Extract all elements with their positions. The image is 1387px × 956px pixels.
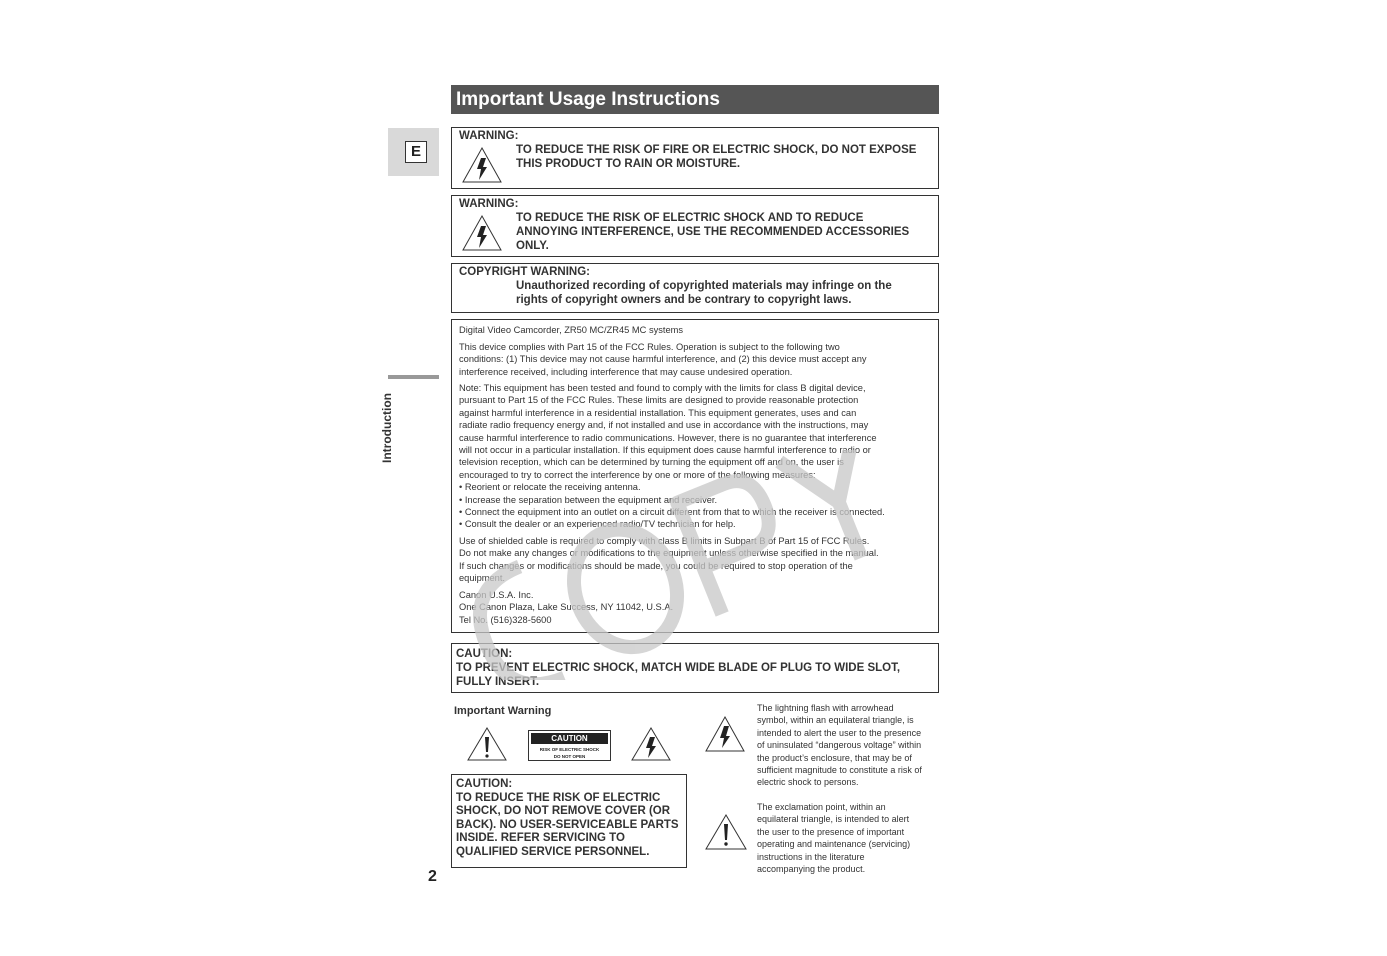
fcc-paragraph-1: This device complies with Part 15 of the FCC Rules. Operation is subject to the following two conditions: (1) This device may not cause harmful interference, and (2) this device must accept any interference received, including interference that may cause undesired operation. [459,342,867,377]
model-line: Digital Video Camcorder, ZR50 MC/ZR45 MC systems [459,325,684,335]
caution-plug-text: CAUTION: TO PREVENT ELECTRIC SHOCK, MATCH WIDE BLADE OF PLUG TO WIDE SLOT, FULLY INSERT. [456,648,901,688]
copyright-text: Unauthorized recording of copyrighted materials may infringe on the rights of copyright owners and be contrary to copyright laws. [516,280,892,306]
caution-label-line2: DO NOT OPEN [553,754,586,759]
warning-box-interference [451,195,939,257]
lightning-symbol-description: The lightning flash with arrowhead symbol, within an equilateral triangle, is intended to alert the user to the presence of uninsulated “dangerous voltage” within the product’s enclosure, that may be of sufficient magnitude to constitute a risk of electric shock to persons. [757,703,922,788]
caution-plug-box [451,643,939,693]
warning-heading: WARNING: [459,130,519,142]
lightning-triangle-icon [461,146,503,184]
copyright-heading: COPYRIGHT WARNING: [459,266,590,278]
warning-text: TO REDUCE THE RISK OF ELECTRIC SHOCK AND TO REDUCE ANNOYING INTERFERENCE, USE THE RECOMMENDED ACCESSORIES ONLY. [516,212,910,252]
section-divider [388,375,439,379]
fcc-statement-box [451,319,939,633]
caution-label-title: CAUTION [531,733,608,744]
page-title: Important Usage Instructions [451,85,939,114]
exclamation-triangle-icon [704,813,748,851]
section-label: Introduction [380,393,394,463]
language-code: E [405,141,427,163]
caution-cover-box [451,774,687,868]
exclamation-symbol-description: The exclamation point, within an equilateral triangle, is intended to alert the user to the presence of important operating and maintenance (servicing) instructions in the literature accompanying the product. [757,802,911,875]
lightning-triangle-icon [704,715,746,753]
caution-label-line1: RISK OF ELECTRIC SHOCK [539,747,600,752]
lightning-triangle-icon [630,726,672,762]
caution-cover-text: CAUTION: TO REDUCE THE RISK OF ELECTRIC SHOCK, DO NOT REMOVE COVER (OR BACK). NO USER-SERVICEABLE PARTS INSIDE. REFER SERVICING TO QUALIFIED SERVICE PERSONNEL. [456,778,679,858]
fcc-paragraph-2: Note: This equipment has been tested and found to comply with the limits for class B digital device, pursuant to Part 15 of the FCC Rules. These limits are designed to provide reasonable protection against harmful interference in a residential installation. This equipment generates, uses and can radiate radio frequency energy and, if not installed and use in accordance with the instructions, may cause harmful interference to radio communications. However, there is no guarantee that interference will not occur in a particular installation. If this equipment does cause harmful interference to radio or television reception, which can be determined by turning the equipment off and on, the user is encouraged to try to correct the interference by one or more of the following measures: • Reorient or relocate the receiving antenna. • Increase the separation between the equipment and receiver. • Connect the equipment into an outlet on a circuit different from that to which the receiver is connected. • Consult the dealer or an experienced radio/TV technician for help. [459,383,885,530]
warning-box-fire [451,127,939,189]
exclamation-triangle-icon [466,726,508,762]
warning-text: TO REDUCE THE RISK OF FIRE OR ELECTRIC SHOCK, DO NOT EXPOSE THIS PRODUCT TO RAIN OR MOISTURE. [516,144,917,170]
page-number: 2 [428,868,437,885]
fcc-paragraph-3: Use of shielded cable is required to comply with class B limits in Subpart B of Part 15 of FCC Rules. Do not make any changes or modifications to the equipment unless otherwise specified in the manual. If such changes or modifications should be made, you could be required to stop operation of the equipment. [459,536,879,584]
warning-heading: WARNING: [459,198,519,210]
important-warning-heading: Important Warning [454,705,552,717]
lightning-triangle-icon [461,214,503,252]
manufacturer-address: Canon U.S.A. Inc. One Canon Plaza, Lake Success, NY 11042, U.S.A. Tel No. (516)328-5600 [459,590,674,625]
caution-label [528,730,611,761]
copyright-warning-box [451,263,939,313]
